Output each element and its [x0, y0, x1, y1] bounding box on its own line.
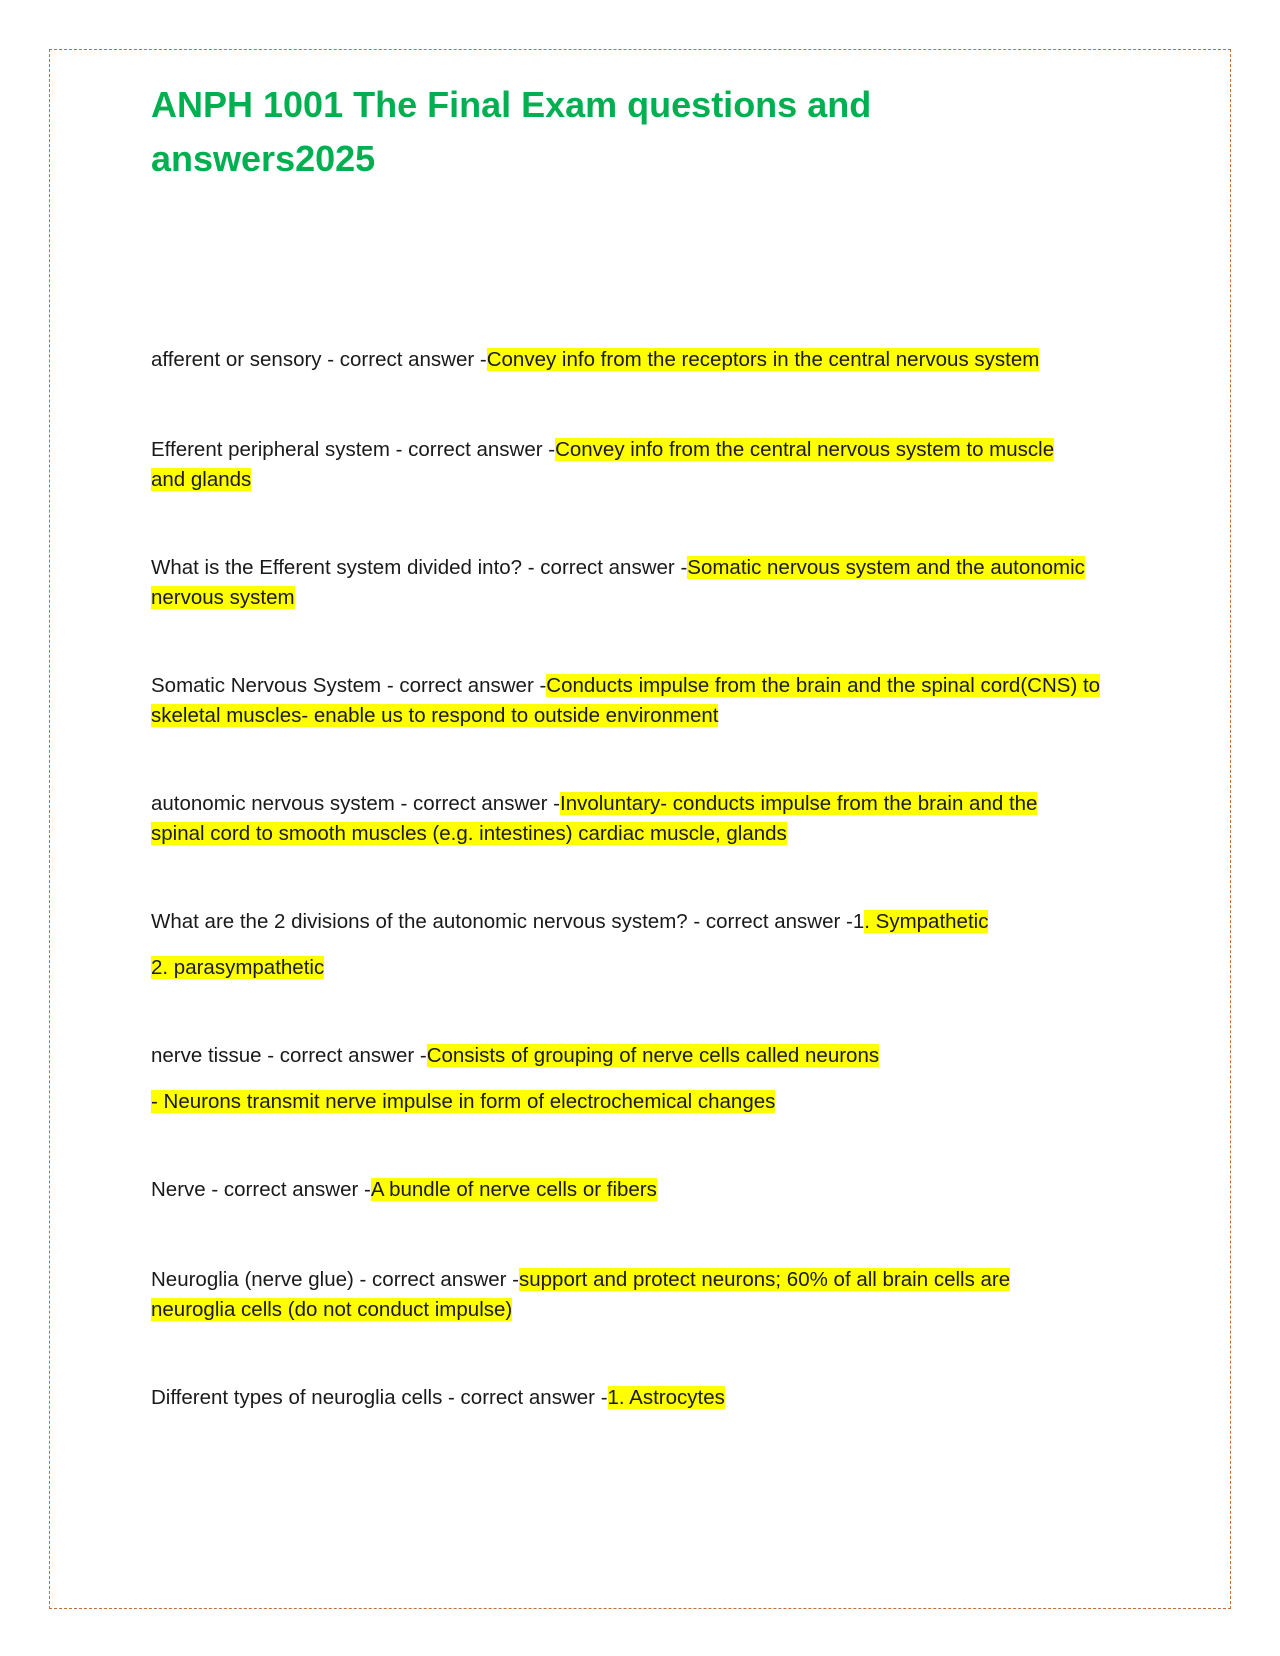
qa-line — [151, 953, 1141, 983]
qa-term: Nerve — [151, 1178, 206, 1201]
qa-separator: - correct answer - — [353, 1268, 519, 1291]
qa-entry-afferent — [151, 345, 1141, 375]
qa-line — [151, 1175, 1141, 1205]
qa-answer: Involuntary- conducts impulse from the brain and the — [560, 792, 1038, 815]
qa-separator: - correct answer -1 — [687, 910, 865, 933]
qa-line — [151, 345, 1141, 375]
qa-line — [151, 1383, 1141, 1413]
qa-term: autonomic nervous system — [151, 792, 395, 815]
qa-entry-efferent — [151, 435, 1141, 495]
qa-answer-continued: spinal cord to smooth muscles (e.g. intestines) cardiac muscle, glands — [151, 822, 787, 845]
qa-entry-autonomic — [151, 789, 1141, 849]
qa-line — [151, 435, 1141, 465]
qa-separator: - correct answer - — [389, 438, 556, 461]
qa-answer: Convey info from the receptors in the central nervous system — [486, 348, 1040, 371]
qa-term: nerve tissue — [151, 1044, 262, 1067]
qa-line — [151, 1265, 1141, 1295]
qa-answer: Somatic nervous system and the autonomic — [687, 556, 1085, 579]
qa-line — [151, 819, 1141, 849]
qa-term: What are the 2 divisions of the autonomic nervous system? — [151, 910, 688, 933]
qa-answer: 1. Astrocytes — [607, 1386, 725, 1409]
qa-answer-continued: skeletal muscles- enable us to respond to outside environment — [151, 704, 719, 727]
qa-answer: Consists of grouping of nerve cells called neurons — [426, 1044, 880, 1067]
qa-term: afferent or sensory — [151, 348, 322, 371]
qa-line — [151, 671, 1141, 701]
qa-entry-autonomic-divisions — [151, 907, 1141, 983]
qa-line — [151, 1295, 1141, 1325]
qa-line — [151, 789, 1141, 819]
qa-separator: - correct answer - — [442, 1386, 608, 1409]
qa-separator: - correct answer - — [522, 556, 688, 579]
qa-entry-efferent-divisions — [151, 553, 1141, 613]
qa-entry-neuroglia — [151, 1265, 1141, 1325]
qa-term: Efferent peripheral system — [151, 438, 390, 461]
qa-line — [151, 553, 1141, 583]
qa-line — [151, 907, 1141, 937]
qa-term: Somatic Nervous System — [151, 674, 382, 697]
title-line-2: answers2025 — [151, 138, 376, 179]
qa-entry-nerve — [151, 1175, 1141, 1205]
qa-answer-continued: - Neurons transmit nerve impulse in form of electrochemical changes — [151, 1090, 776, 1113]
document-header — [151, 78, 1141, 186]
qa-separator: - correct answer - — [394, 792, 560, 815]
qa-separator: - correct answer - — [321, 348, 487, 371]
qa-line — [151, 583, 1141, 613]
qa-line — [151, 1087, 1141, 1117]
qa-entry-nerve-tissue — [151, 1041, 1141, 1117]
qa-answer-continued: and glands — [151, 468, 252, 491]
qa-answer: A bundle of nerve cells or fibers — [370, 1178, 657, 1201]
qa-entry-somatic — [151, 671, 1141, 731]
qa-term: Different types of neuroglia cells — [151, 1386, 443, 1409]
qa-answer: Convey info from the central nervous system to muscle — [555, 438, 1055, 461]
qa-answer: support and protect neurons; 60% of all brain cells are — [519, 1268, 1011, 1291]
qa-term: What is the Efferent system divided into? — [151, 556, 523, 579]
qa-separator: - correct answer - — [261, 1044, 427, 1067]
qa-term: Neuroglia (nerve glue) — [151, 1268, 354, 1291]
qa-answer: Conducts impulse from the brain and the spinal cord(CNS) to — [546, 674, 1101, 697]
qa-entry-neuroglia-types — [151, 1383, 1141, 1413]
qa-line — [151, 701, 1141, 731]
qa-line — [151, 1041, 1141, 1071]
qa-line — [151, 465, 1141, 495]
qa-answer-continued: nervous system — [151, 586, 295, 609]
document-title — [151, 78, 1141, 186]
qa-separator: - correct answer - — [381, 674, 547, 697]
qa-separator: - correct answer - — [205, 1178, 371, 1201]
qa-answer: . Sympathetic — [864, 910, 989, 933]
title-line-1: ANPH 1001 The Final Exam questions and — [151, 84, 872, 125]
qa-answer-continued: neuroglia cells (do not conduct impulse) — [151, 1298, 513, 1321]
qa-answer-continued: 2. parasympathetic — [151, 956, 325, 979]
